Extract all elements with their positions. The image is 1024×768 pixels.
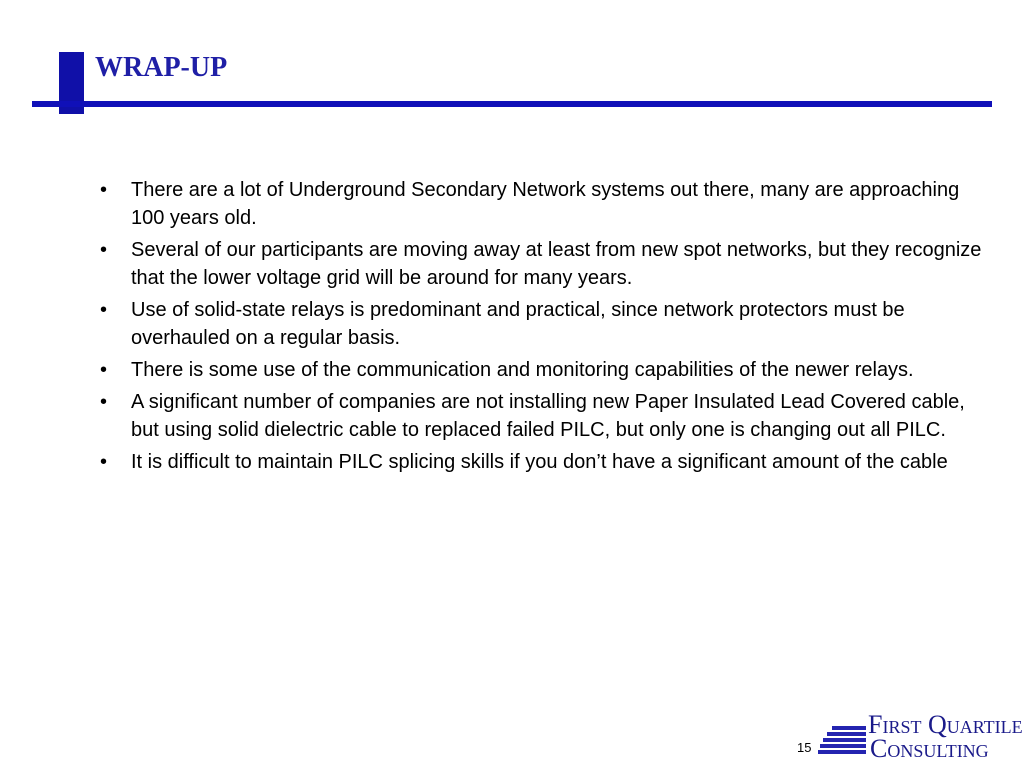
bullet-icon: • xyxy=(100,179,108,201)
slide-title: WRAP-UP xyxy=(95,52,228,83)
title-underline-rule xyxy=(32,101,992,107)
logo-line2: Consulting xyxy=(870,734,989,763)
logo-line1: First Quartile xyxy=(868,710,1023,739)
list-item xyxy=(98,448,986,476)
bullet-text: A significant number of companies are not installing new Paper Insulated Lead Covered cable, but using solid dielectric cable to replaced failed PILC, but only one is changing out all PILC. xyxy=(131,391,965,441)
company-logo xyxy=(818,706,1023,764)
list-item xyxy=(98,356,986,384)
bullet-list xyxy=(98,176,986,480)
bullet-icon: • xyxy=(100,451,108,473)
list-item xyxy=(98,388,986,444)
list-item xyxy=(98,236,986,292)
bullet-icon: • xyxy=(100,359,108,381)
logo-stripes-icon xyxy=(818,726,866,762)
bullet-text: It is difficult to maintain PILC splicing skills if you don’t have a significant amount of the cable xyxy=(131,451,948,473)
bullet-text: Several of our participants are moving away at least from new spot networks, but they recognize that the lower voltage grid will be around for many years. xyxy=(131,239,982,289)
list-item xyxy=(98,296,986,352)
bullet-icon: • xyxy=(100,239,108,261)
bullet-icon: • xyxy=(100,391,108,413)
bullet-text: There are a lot of Underground Secondary Network systems out there, many are approaching 100 years old. xyxy=(131,179,960,229)
bullet-text: Use of solid-state relays is predominant and practical, since network protectors must be overhauled on a regular basis. xyxy=(131,299,905,349)
page-number: 15 xyxy=(797,740,812,755)
bullet-text: There is some use of the communication and monitoring capabilities of the newer relays. xyxy=(131,359,914,381)
bullet-icon: • xyxy=(100,299,108,321)
list-item xyxy=(98,176,986,232)
